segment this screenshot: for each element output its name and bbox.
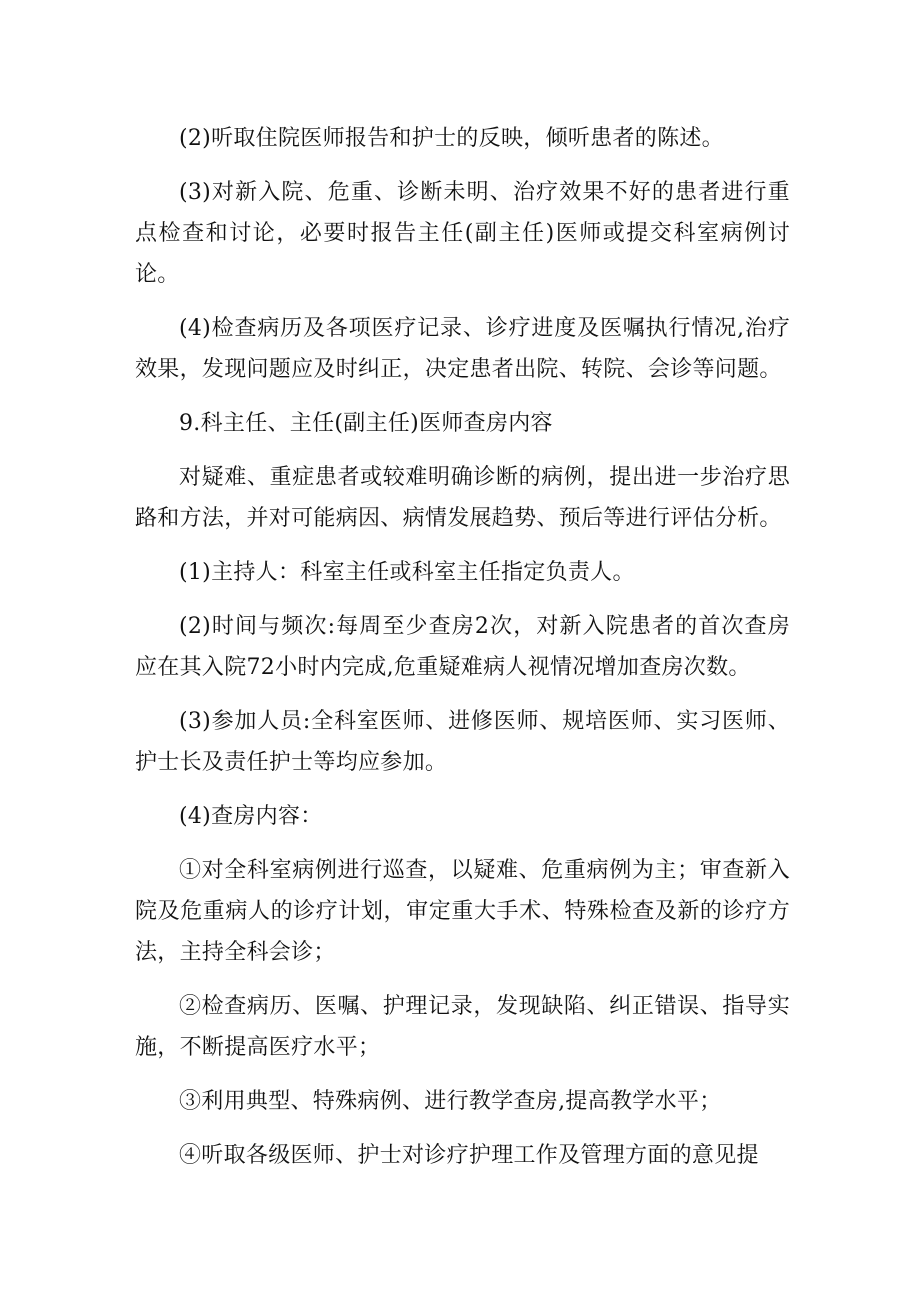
list-item-feedback: ④听取各级医师、护士对诊疗护理工作及管理方面的意见提 (179, 1143, 759, 1168)
paragraph-key-patient-check: (3)对新入院、危重、诊断未明、治疗效果不好的患者进行重点检查和讨论，必要时报告主任(副主任)医师或提交科室病例讨论。 (135, 180, 790, 287)
paragraph-time-frequency: (2)时间与频次:每周至少查房2次，对新入院患者的首次查房应在其入院72小时内完成,危重疑难病人视情况增加查房次数。 (135, 614, 790, 680)
section-heading-chief-rounds: 9.科主任、主任(副主任)医师查房内容 (179, 411, 553, 436)
list-item-inspection: ①对全科室病例进行巡查，以疑难、危重病例为主；审查新入院及危重病人的诊疗计划，审定重大手术、特殊检查及新的诊疗方法，主持全科会诊； (135, 858, 790, 965)
paragraph-rounds-content: (4)查房内容： (179, 804, 323, 829)
paragraph-difficult-cases: 对疑难、重症患者或较难明确诊断的病例，提出进一步治疗思路和方法，并对可能病因、病情发展趋势、预后等进行评估分析。 (135, 465, 790, 531)
list-item-records-check: ②检查病历、医嘱、护理记录，发现缺陷、纠正错误、指导实施，不断提高医疗水平； (135, 994, 790, 1060)
document-body (135, 118, 790, 1189)
paragraph-record-review: (4)检查病历及各项医疗记录、诊疗进度及医嘱执行情况,治疗效果，发现问题应及时纠正，决定患者出院、转院、会诊等问题。 (135, 316, 790, 382)
paragraph-participants: (3)参加人员:全科室医师、进修医师、规培医师、实习医师、护士长及责任护士等均应参加。 (135, 709, 790, 775)
list-item-teaching-rounds: ③利用典型、特殊病例、进行教学查房,提高教学水平； (179, 1089, 722, 1114)
paragraph-host: (1)主持人：科室主任或科室主任指定负责人。 (179, 560, 635, 585)
paragraph-resident-report: (2)听取住院医师报告和护士的反映，倾听患者的陈述。 (179, 126, 724, 151)
